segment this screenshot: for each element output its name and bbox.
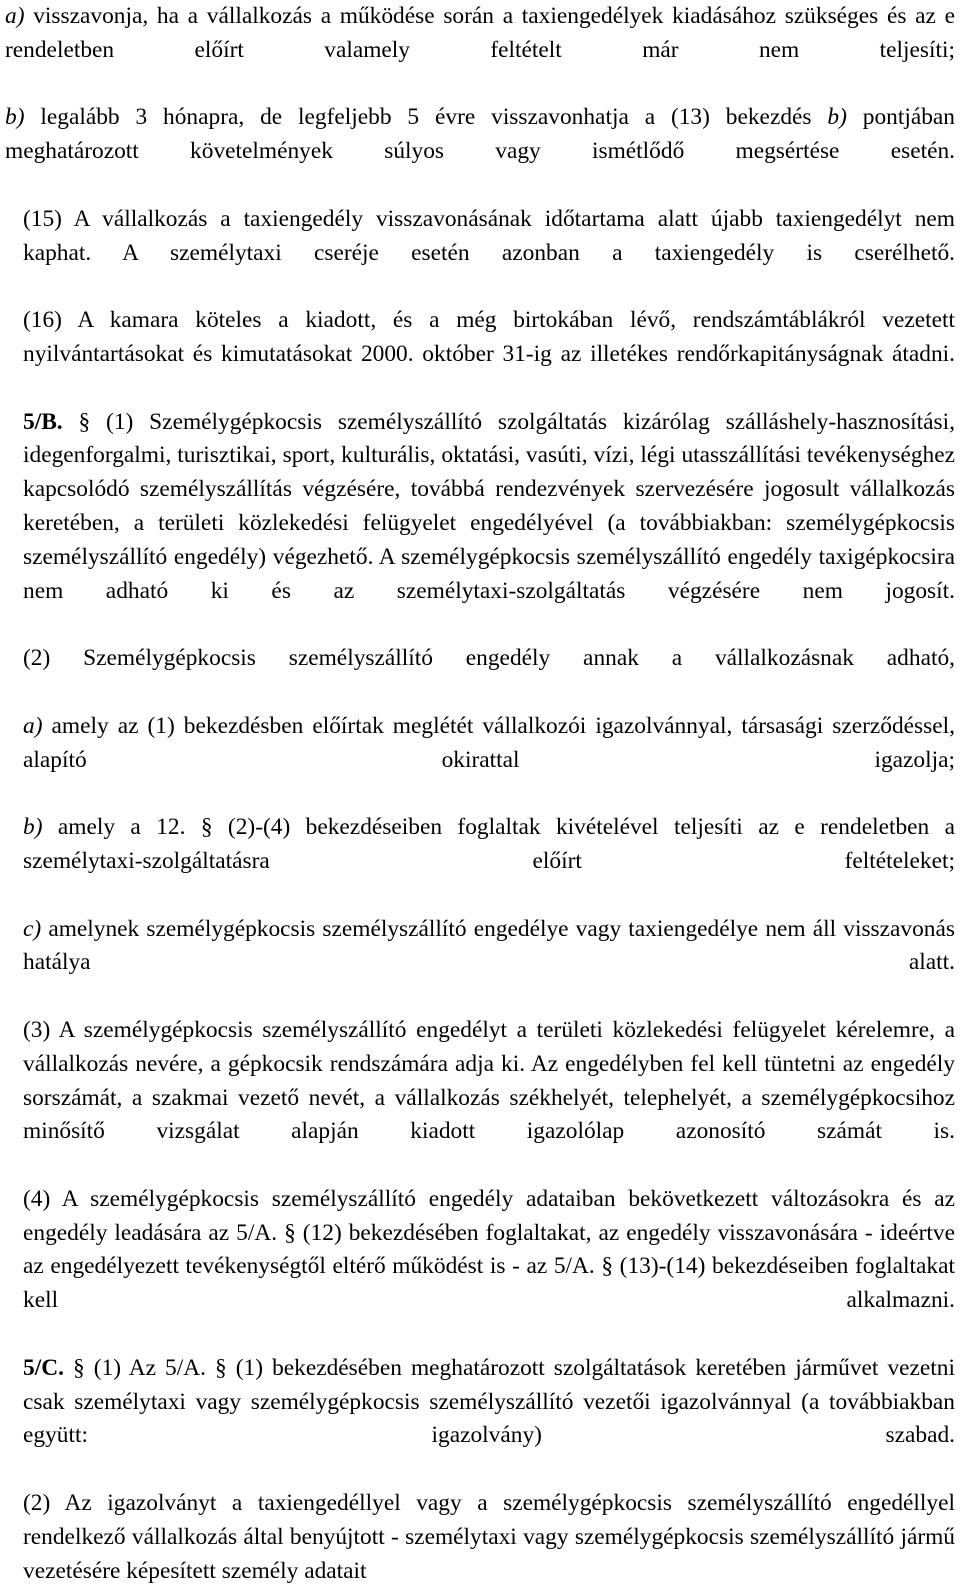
paragraph-text: § (1) Az 5/A. § (1) bekezdésében meghatározott szolgáltatások keretében járművet vezetni csak személytaxi vagy személygépkocsis személyszállító vezetői igazolvánnyal (a továbbiakban együtt: igazolvány) szabad. [23,1354,955,1449]
paragraph-text: (2) Személygépkocsis személyszállító engedély annak a vállalkozásnak adható, [23,645,955,672]
paragraph [5,710,955,811]
paragraph-text: amely a 12. § (2)-(4) bekezdéseiben foglaltak kivételével teljesíti az e rendeletben a személytaxi-szolgáltatásra előírt feltételeket; [23,814,955,874]
paragraph [5,642,955,710]
list-marker: b) [23,814,43,841]
list-marker: b) [5,104,25,131]
paragraph-text: visszavonja, ha a vállalkozás a működése során a taxiengedélyek kiadásához szükséges és az e rendeletben előírt valamely feltételt már nem teljesíti; [5,3,955,63]
list-marker: a) [5,3,25,29]
list-marker: c) [23,915,42,942]
paragraph-text: (2) Az igazolványt a taxiengedéllyel vagy a személygépkocsis személyszállító engedéllyel rendelkező vállalkozás által benyújtott - személytaxi vagy személygépkocsis személyszállító jármű vezetésére képesített személy adatait [23,1490,955,1584]
paragraph [5,1014,955,1183]
section-number: 5/C. [23,1354,64,1381]
paragraph [5,1352,955,1487]
paragraph-text: (3) A személygépkocsis személyszállító engedélyt a területi közlekedési felügyelet kérelemre, a vállalkozás nevére, a gépkocsik rendszámára adja ki. Az engedélyben fel kell tüntetni az engedély sorszámát, a szakmai vezető nevét, a vállalkozás székhelyét, telephelyét, a személygépkocsihoz minősítő vizsgálat alapján kiadott igazolólap azonosító számát is. [23,1016,955,1145]
paragraph-text: (15) A vállalkozás a taxiengedély visszavonásának időtartama alatt újabb taxiengedélyt nem kaphat. A személytaxi cseréje esetén azonban a taxiengedély is cserélhető. [23,205,955,266]
paragraph-text: pontjában meghatározott követelmények súlyos vagy ismétlődő megsértése esetén. [5,104,956,165]
paragraph [5,811,955,912]
paragraph [5,203,955,304]
paragraph [5,304,955,405]
section-number: 5/B. [23,408,63,435]
paragraph-text: legalább 3 hónapra, de legfeljebb 5 évre visszavonhatja a (13) bekezdés [24,104,828,131]
list-marker: a) [23,712,43,739]
paragraph [5,1487,955,1588]
paragraph [5,0,955,101]
list-marker: b) [827,104,847,131]
paragraph [5,1183,955,1352]
paragraph-text: amelynek személygépkocsis személyszállító engedélye vagy taxiengedélye nem áll visszavonás hatálya alatt. [23,915,955,976]
paragraph [5,913,955,1014]
paragraph [5,101,955,202]
paragraph-text: (4) A személygépkocsis személyszállító engedély adataiban bekövetkezett változásokra és az engedély leadására az 5/A. § (12) bekezdésében foglaltakat, az engedély visszavonására - ideértve az engedélyezett tevékenységtől eltérő működést is - az 5/A. § (13)-(14) bekezdéseiben foglaltakat kell alkalmazni. [23,1185,955,1314]
paragraph-text: (16) A kamara köteles a kiadott, és a még birtokában lévő, rendszámtáblákról vezetett nyilvántartásokat és kimutatásokat 2000. október 31-ig az illetékes rendőrkapitányságnak átadni. [23,307,955,367]
paragraph-text: § (1) Személygépkocsis személyszállító szolgáltatás kizárólag szálláshely-hasznosítási, idegenforgalmi, turisztikai, sport, kulturális, oktatási, vasúti, vízi, légi utasszállítási tevékenységhez kapcsolódó személyszállítás végzésére, továbbá rendezvények szervezésére jogosult vállalkozás keretében, a területi közlekedési felügyelet engedélyével (a továbbiakban: személygépkocsis személyszállító engedély) végezhető. A személygépkocsis személyszállító engedély taxigépkocsira nem adható ki és az személytaxi-szolgáltatás végzésére nem jogosít. [23,408,955,604]
paragraph-text: amely az (1) bekezdésben előírtak meglétét vállalkozói igazolvánnyal, társasági szerződéssel, alapító okirattal igazolja; [23,712,955,773]
paragraph [5,406,955,643]
